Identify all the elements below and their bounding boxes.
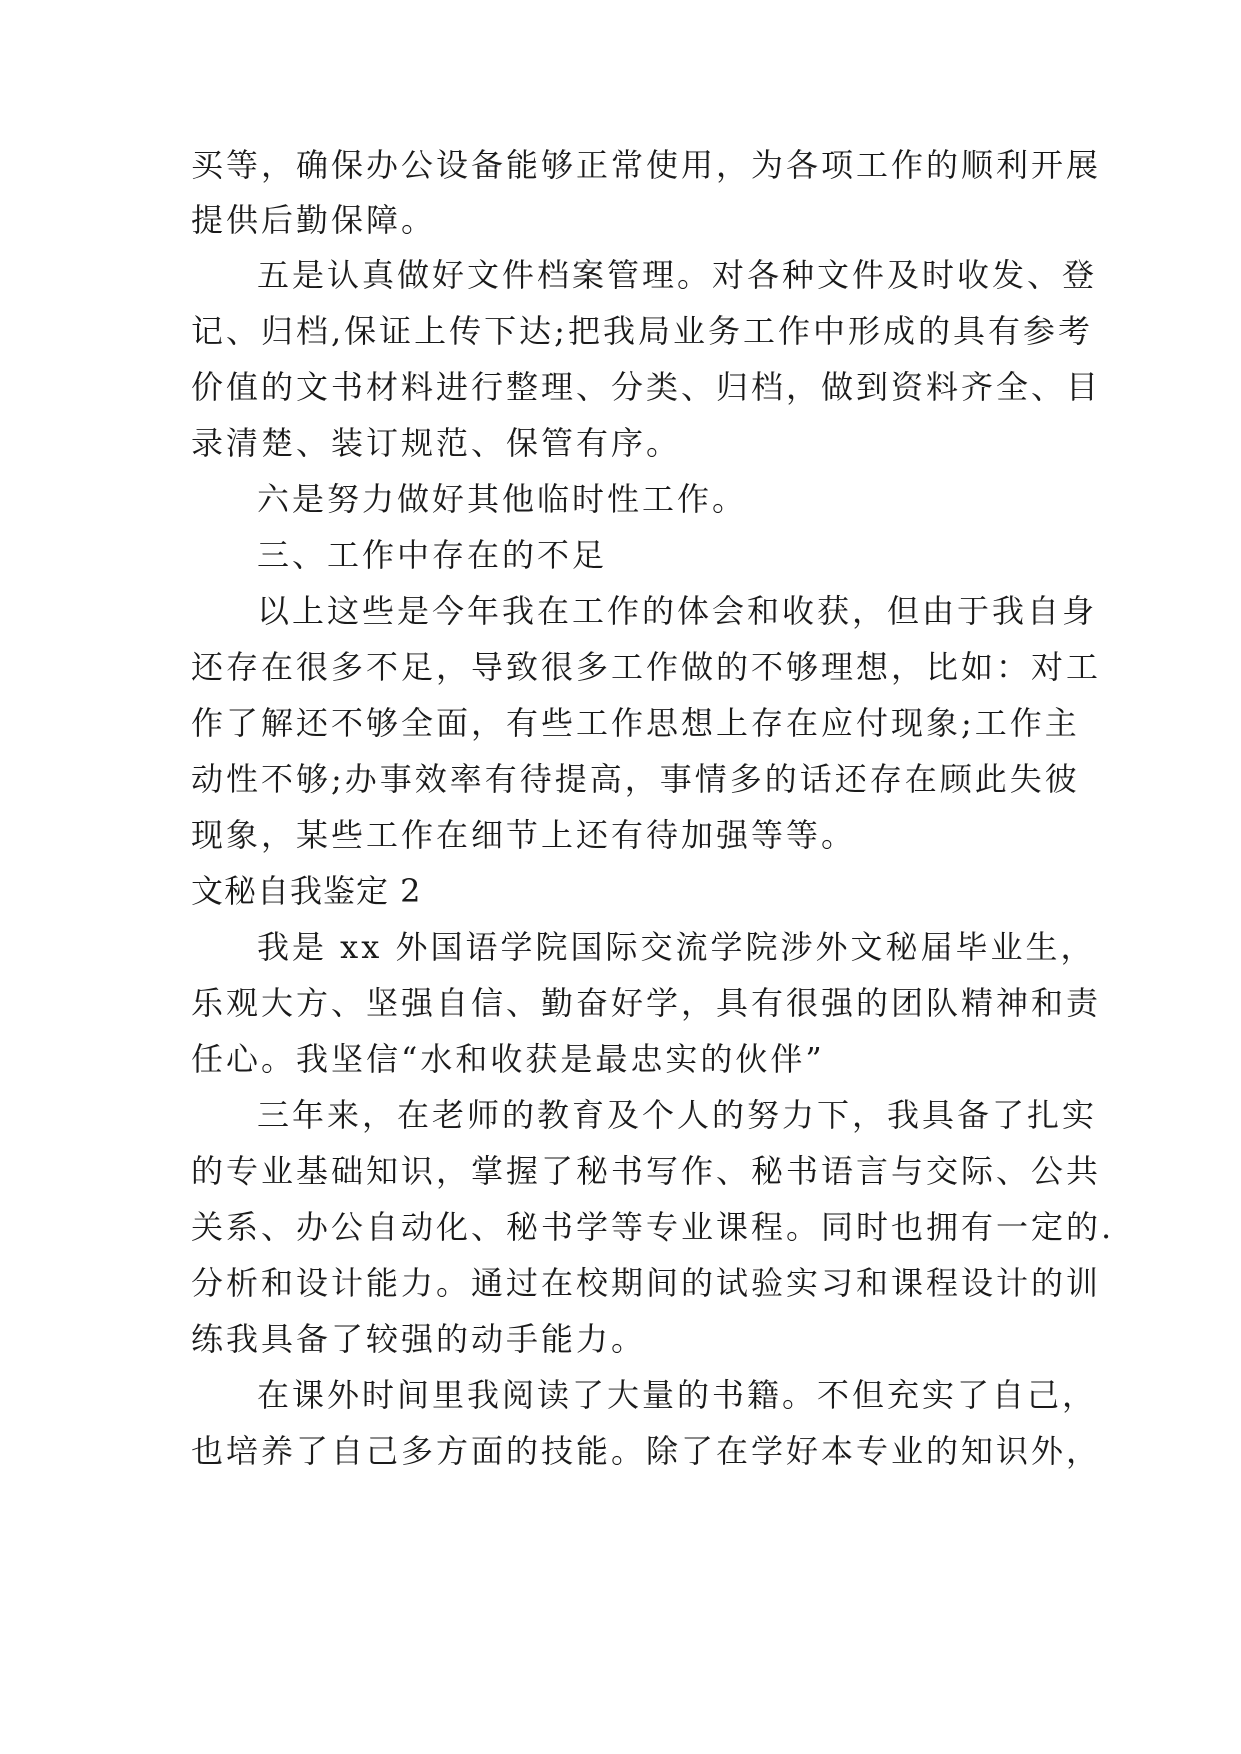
text-line: 买等，确保办公设备能够正常使用，为各项工作的顺利开展 (191, 146, 1102, 184)
text-line: 提供后勤保障。 (191, 201, 437, 239)
paragraph-start: 五是认真做好文件档案管理。对各种文件及时收发、登 (257, 256, 1098, 294)
text-line: 也培养了自己多方面的技能。除了在学好本专业的知识外， (191, 1432, 1102, 1470)
text-line: 任心。我坚信“水和收获是最忠实的伙伴” (191, 1040, 825, 1078)
paragraph-start: 三年来，在老师的教育及个人的努力下，我具备了扎实 (257, 1096, 1098, 1134)
text-line: 还存在很多不足，导致很多工作做的不够理想，比如：对工 (191, 648, 1102, 686)
text-line: 价值的文书材料进行整理、分类、归档，做到资料齐全、目 (191, 368, 1102, 406)
paragraph-start: 六是努力做好其他临时性工作。 (257, 480, 748, 518)
paragraph-start: 我是 xx 外国语学院国际交流学院涉外文秘届毕业生， (257, 928, 1096, 966)
text-line: 录清楚、装订规范、保管有序。 (191, 424, 682, 462)
text-line: 动性不够;办事效率有待提高，事情多的话还存在顾此失彼 (191, 760, 1080, 798)
paragraph-start: 在课外时间里我阅读了大量的书籍。不但充实了自己， (257, 1376, 1098, 1414)
document-subtitle: 文秘自我鉴定 2 (191, 872, 422, 910)
text-line: 作了解还不够全面，有些工作思想上存在应付现象;工作主 (191, 704, 1080, 742)
text-line: 记、归档,保证上传下达;把我局业务工作中形成的具有参考 (191, 312, 1093, 350)
section-heading: 三、工作中存在的不足 (257, 536, 608, 574)
text-line: 乐观大方、坚强自信、勤奋好学，具有很强的团队精神和责 (191, 984, 1102, 1022)
text-line: 关系、办公自动化、秘书学等专业课程。同时也拥有一定的. (191, 1208, 1115, 1246)
text-line: 分析和设计能力。通过在校期间的试验实习和课程设计的训 (191, 1264, 1102, 1302)
text-line: 现象，某些工作在细节上还有待加强等等。 (191, 816, 857, 854)
text-line: 练我具备了较强的动手能力。 (191, 1320, 647, 1358)
text-line: 的专业基础知识，掌握了秘书写作、秘书语言与交际、公共 (191, 1152, 1102, 1190)
paragraph-start: 以上这些是今年我在工作的体会和收获，但由于我自身 (257, 592, 1098, 630)
